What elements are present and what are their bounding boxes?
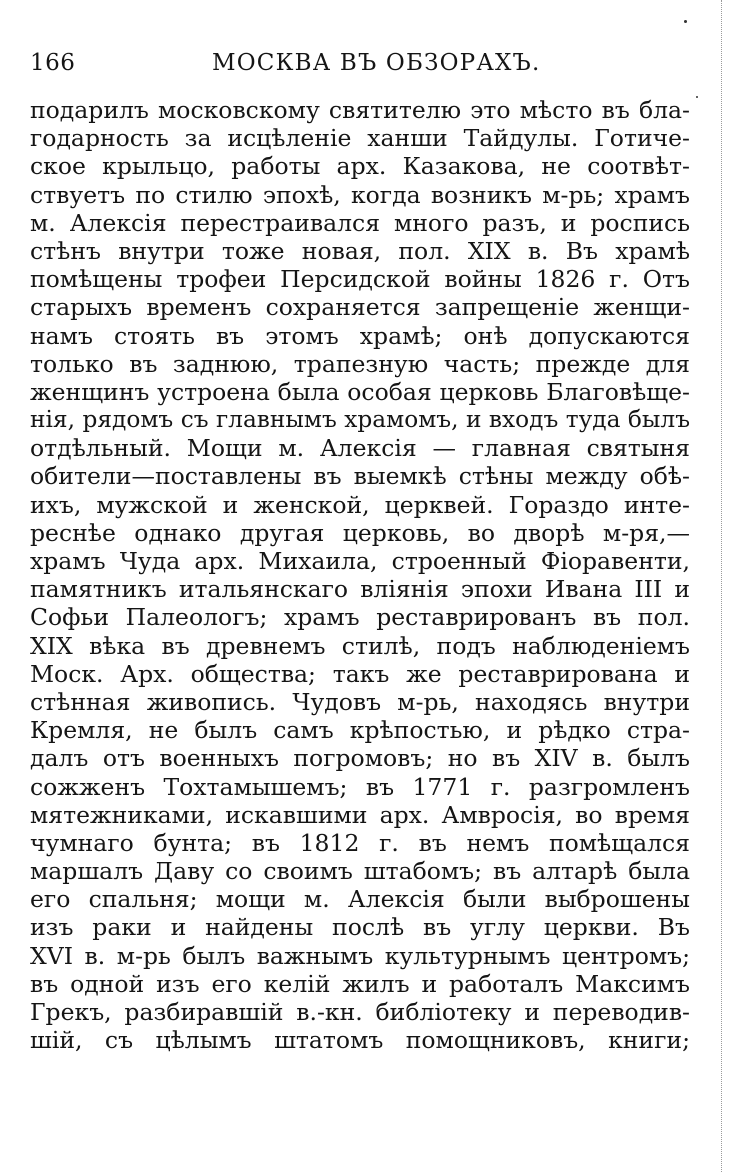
ink-speck	[696, 96, 698, 98]
text-line: старыхъ временъ сохраняется запрещеніе женщи-	[30, 293, 690, 322]
text-line: Грекъ, разбиравшій в.-кн. библіотеку и переводив-	[30, 998, 690, 1026]
page-header	[30, 50, 690, 84]
text-line: XIX вѣка въ древнемъ стилѣ, подъ наблюденіемъ	[30, 631, 690, 660]
text-line: отдѣльный. Мощи м. Алексія — главная святыня	[30, 434, 690, 463]
text-line: годарность за исцѣленіе ханши Тайдулы. Готиче-	[30, 124, 690, 153]
text-line: далъ отъ военныхъ погромовъ; но въ XIV в. былъ	[30, 744, 690, 773]
text-line: его спальня; мощи м. Алексія были выброшены	[30, 885, 690, 914]
text-line: стѣнная живопись. Чудовъ м-рь, находясь внутри	[30, 687, 690, 716]
text-line: помѣщены трофеи Персидской войны 1826 г. Отъ	[30, 265, 690, 294]
text-line: обители—поставлены въ выемкѣ стѣны между обѣ-	[30, 462, 690, 491]
text-line: мятежниками, искавшими арх. Амвросія, во время	[30, 800, 690, 829]
running-head: МОСКВА ВЪ ОБЗОРАХЪ.	[212, 50, 541, 76]
page-number: 166	[30, 50, 76, 76]
text-line: въ одной изъ его келій жилъ и работалъ Максимъ	[30, 969, 690, 998]
text-line: ихъ, мужской и женской, церквей. Гораздо инте-	[30, 490, 690, 519]
text-line: ствуетъ по стилю эпохѣ, когда возникъ м-рь; храмъ	[30, 180, 690, 209]
text-line: Моск. Арх. общества; такъ же реставрирована и	[30, 659, 690, 688]
text-line: сожженъ Тохтамышемъ; въ 1771 г. разгромленъ	[30, 772, 690, 801]
page-edge	[721, 0, 724, 1172]
text-line: нія, рядомъ съ главнымъ храмомъ, и входъ туда былъ	[30, 406, 690, 434]
text-line: Софьи Палеологъ; храмъ реставрированъ въ пол.	[30, 603, 690, 632]
text-line: намъ стоять въ этомъ храмѣ; онѣ допускаются	[30, 321, 690, 350]
text-line: шій, съ цѣлымъ штатомъ помощниковъ, книги;	[30, 1026, 690, 1055]
text-line: храмъ Чуда арх. Михаила, строенный Фіоравенти,	[30, 547, 690, 575]
text-line: XVI в. м-рь былъ важнымъ культурнымъ центромъ;	[30, 941, 690, 970]
text-line: памятникъ итальянскаго вліянія эпохи Ивана III и	[30, 575, 690, 604]
text-line: маршалъ Даву со своимъ штабомъ; въ алтарѣ была	[30, 857, 690, 886]
text-line: только въ заднюю, трапезную часть; прежде для	[30, 349, 690, 378]
text-line: женщинъ устроена была особая церковь Благовѣще-	[30, 377, 690, 406]
text-line: чумнаго бунта; въ 1812 г. въ немъ помѣщался	[30, 828, 690, 857]
text-line: стѣнъ внутри тоже новая, пол. XIX в. Въ храмѣ	[30, 236, 690, 265]
text-line: изъ раки и найдены послѣ въ углу церкви. Въ	[30, 913, 690, 942]
text-line: ское крыльцо, работы арх. Казакова, не соотвѣт-	[30, 152, 690, 181]
text-line: реснѣе однако другая церковь, во дворѣ м-ря,—	[30, 518, 690, 547]
text-line: подарилъ московскому святителю это мѣсто въ бла-	[30, 96, 690, 124]
body-text	[30, 96, 690, 1054]
text-line: Кремля, не былъ самъ крѣпостью, и рѣдко стра-	[30, 716, 690, 745]
text-line: м. Алексія перестраивался много разъ, и роспись	[30, 208, 690, 237]
ink-speck	[684, 20, 687, 23]
